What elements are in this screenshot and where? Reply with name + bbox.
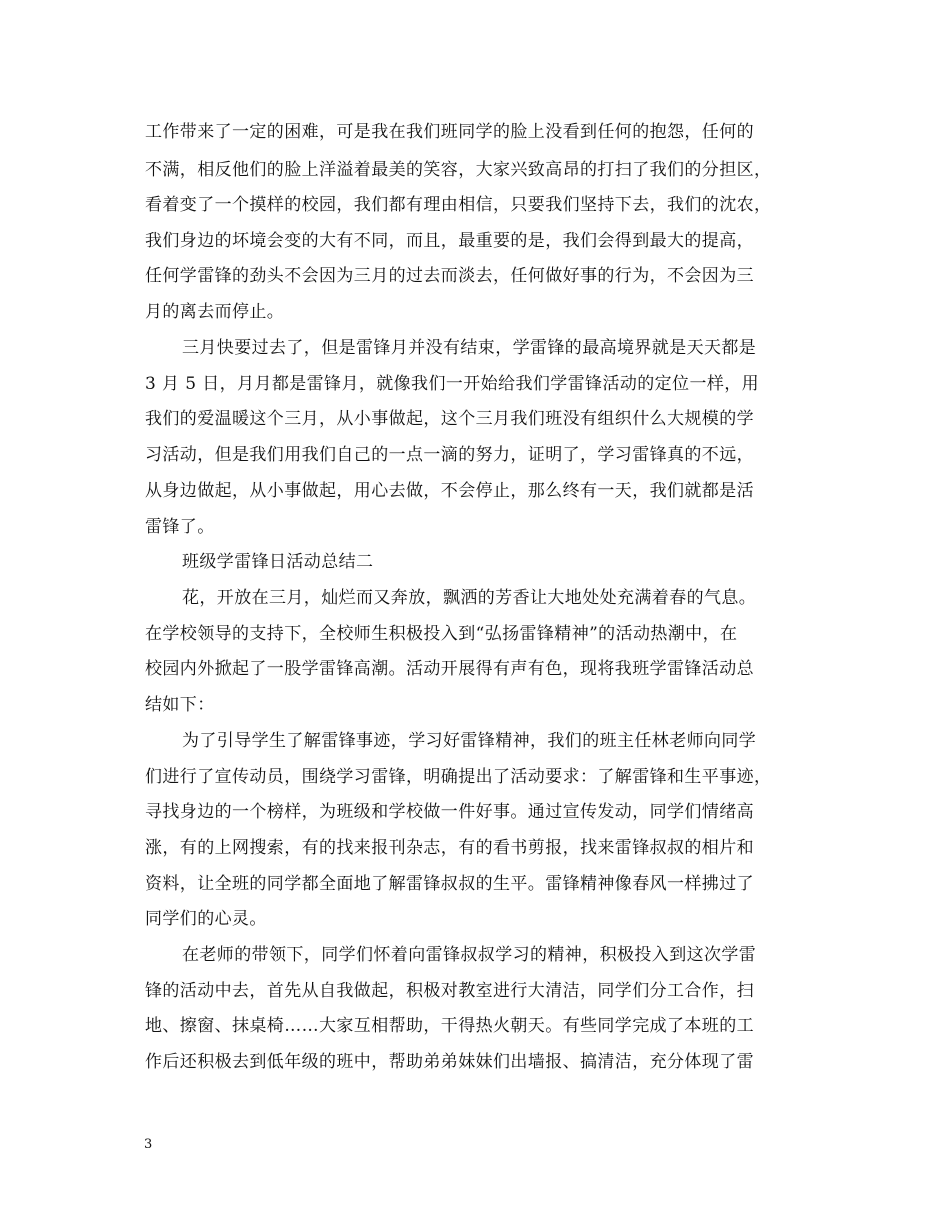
page-number: 3 xyxy=(144,1137,153,1152)
text-line: 习活动，但是我们用我们自己的一点一滴的努力，证明了，学习雷锋真的不远， xyxy=(145,445,754,465)
paragraph-first-line: 三月快要过去了，但是雷锋月并没有结束，学雷锋的最高境界就是天天都是 xyxy=(182,338,757,358)
text-line: 月的离去而停止。 xyxy=(145,302,285,322)
text-line: 作后还积极去到低年级的班中，帮助弟弟妹妹们出墙报、搞清洁，充分体现了雷 xyxy=(145,1052,754,1072)
text-line: 地、擦窗、抹桌椅……大家互相帮助，干得热火朝天。有些同学完成了本班的工 xyxy=(145,1016,754,1036)
text-line: 3 月 5 日，月月都是雷锋月，就像我们一开始给我们学雷锋活动的定位一样，用 xyxy=(145,374,760,394)
text-line: 雷锋了。 xyxy=(145,517,215,537)
paragraph-first-line: 在老师的带领下，同学们怀着向雷锋叔叔学习的精神，积极投入到这次学雷 xyxy=(182,945,757,965)
text-line: 寻找身边的一个榜样，为班级和学校做一件好事。通过宣传发动，同学们情绪高 xyxy=(145,802,754,822)
text-line: 结如下： xyxy=(145,695,215,715)
text-line: 不满，相反他们的脸上洋溢着最美的笑容，大家兴致高昂的打扫了我们的分担区， xyxy=(145,160,772,180)
text-line: 从身边做起，从小事做起，用心去做，不会停止，那么终有一天，我们就都是活 xyxy=(145,481,754,501)
text-line: 我们身边的坏境会变的大有不同，而且，最重要的是，我们会得到最大的提高， xyxy=(145,231,754,251)
text-line: 看着变了一个摸样的校园，我们都有理由相信，只要我们坚持下去，我们的沈农， xyxy=(145,195,772,215)
text-line: 同学们的心灵。 xyxy=(145,909,267,929)
section-heading: 班级学雷锋日活动总结二 xyxy=(182,552,374,572)
text-line: 涨，有的上网搜索，有的找来报刊杂志，有的看书剪报，找来雷锋叔叔的相片和 xyxy=(145,838,754,858)
paragraph-first-line: 为了引导学生了解雷锋事迹，学习好雷锋精神，我们的班主任林老师向同学 xyxy=(182,731,757,751)
text-line: 我们的爱温暖这个三月，从小事做起，这个三月我们班没有组织什么大规模的学 xyxy=(145,409,754,429)
paragraph-first-line: 花，开放在三月，灿烂而又奔放，飘洒的芳香让大地处处充满着春的气息。 xyxy=(182,588,757,608)
text-line: 们进行了宣传动员，围绕学习雷锋，明确提出了活动要求：了解雷锋和生平事迹， xyxy=(145,767,772,787)
text-line: 锋的活动中去，首先从自我做起，积极对教室进行大清洁，同学们分工合作，扫 xyxy=(145,981,754,1001)
text-line: 资料，让全班的同学都全面地了解雷锋叔叔的生平。雷锋精神像春风一样拂过了 xyxy=(145,874,754,894)
text-line: 在学校领导的支持下，全校师生积极投入到“弘扬雷锋精神”的活动热潮中，在 xyxy=(145,624,738,644)
text-line: 工作带来了一定的困难，可是我在我们班同学的脸上没看到任何的抱怨，任何的 xyxy=(145,122,754,142)
text-line: 任何学雷锋的劲头不会因为三月的过去而淡去，任何做好事的行为，不会因为三 xyxy=(145,266,754,286)
text-line: 校园内外掀起了一股学雷锋高潮。活动开展得有声有色，现将我班学雷锋活动总 xyxy=(145,659,754,679)
